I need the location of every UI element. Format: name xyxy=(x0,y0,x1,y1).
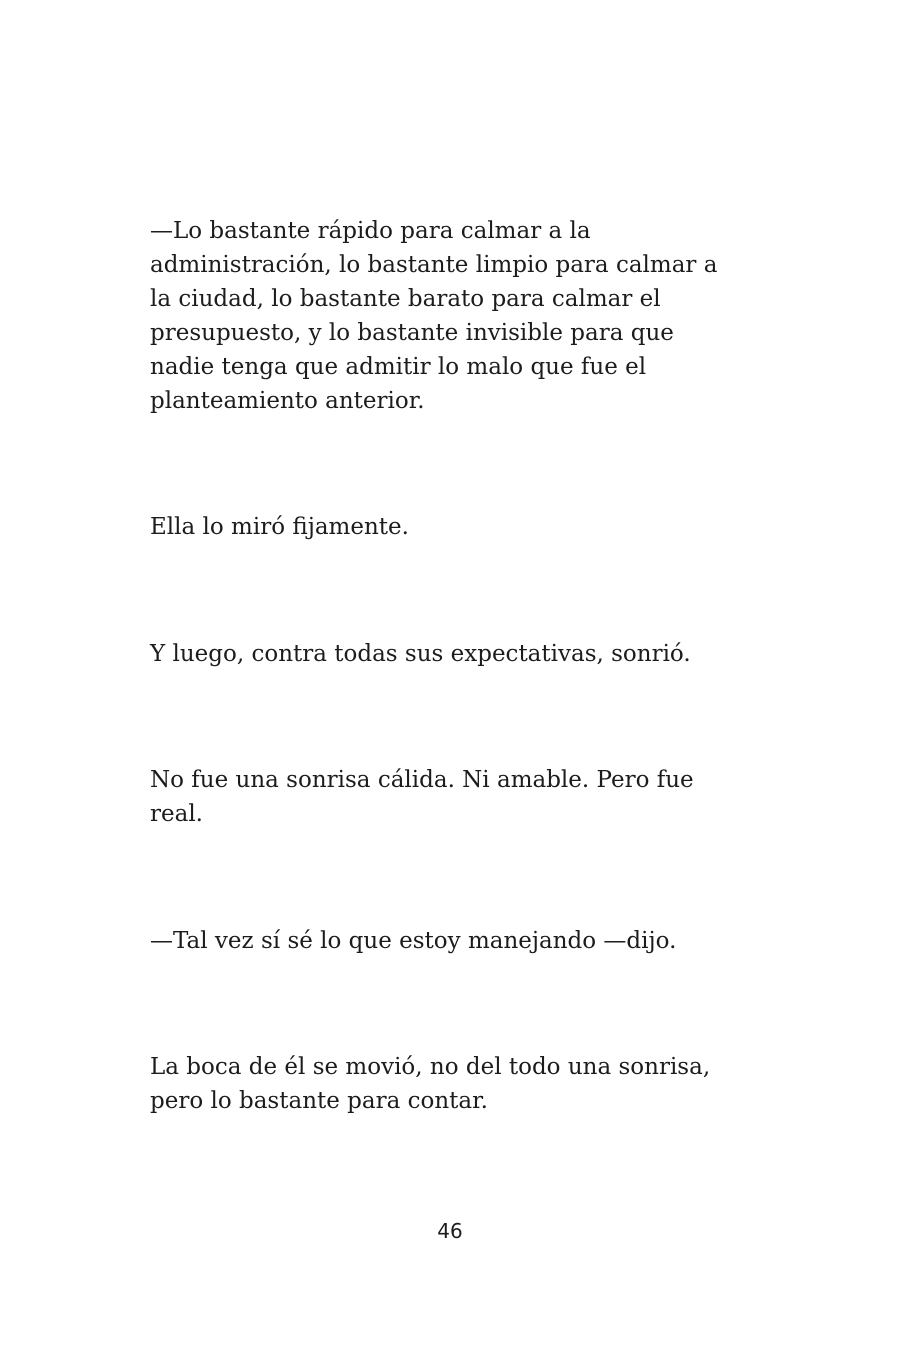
paragraph-smile: Y luego, contra todas sus expectativas, sonrió. xyxy=(150,641,691,667)
paragraph-his-reaction: La boca de él se movió, no del todo una sonrisa, pero lo bastante para contar. xyxy=(150,1054,711,1114)
paragraph-dialogue-reply: —Tal vez sí sé lo que estoy manejando —dijo. xyxy=(150,928,677,954)
paragraph-smile-description: No fue una sonrisa cálida. Ni amable. Pero fue real. xyxy=(150,767,694,827)
paragraph-dialogue-explanation: —Lo bastante rápido para calmar a la administración, lo bastante limpio para calmar a la ciudad, lo bastante barato para calmar el presupuesto, y lo bastante invisible para que nadie tenga que admitir lo malo que fue el planteamiento anterior. xyxy=(150,218,718,414)
page-number: 46 xyxy=(437,1219,463,1243)
paragraph-stare: Ella lo miró fijamente. xyxy=(150,514,409,540)
